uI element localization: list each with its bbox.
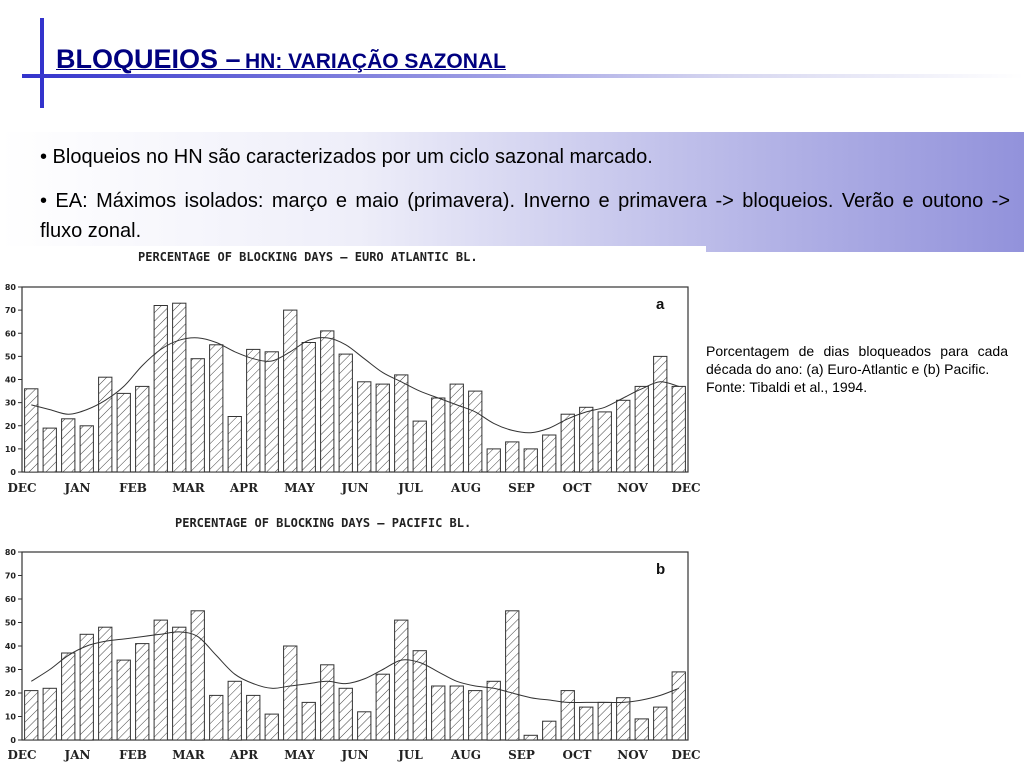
bar [62,419,75,472]
bar [117,660,130,740]
y-tick-label: 80 [4,283,16,292]
bar [432,686,445,740]
bar [487,449,500,472]
y-tick-label: 50 [4,618,16,628]
bar [635,386,648,472]
bar [302,702,315,740]
bar [598,702,611,740]
caption-text: Porcentagem de dias bloqueados para cada década do ano: (a) Euro-Atlantic e (b) Pacific. [706,343,1008,377]
chart-a [5,250,701,495]
y-tick-label: 0 [10,468,16,477]
bar [117,393,130,472]
month-label: DEC [7,748,37,762]
y-tick-label: 20 [4,689,16,698]
chart-title: PERCENTAGE OF BLOCKING DAYS – EURO ATLANTIC BL. [138,250,478,264]
month-label: APR [229,748,259,762]
bar [654,356,667,472]
bar [25,691,38,740]
bar [321,665,334,740]
bar [524,449,537,472]
bar [598,412,611,472]
bar [561,691,574,740]
y-tick-label: 80 [4,548,16,557]
bar [265,352,278,472]
bar [284,310,297,472]
month-label: JAN [64,481,91,495]
bar [617,698,630,740]
bar [247,349,260,472]
bar [43,688,56,740]
bar [580,707,593,740]
bar [154,306,167,473]
panel-letter: a [656,296,665,313]
bar [284,646,297,740]
bullet-2: • EA: Máximos isolados: março e maio (primavera). Inverno e primavera -> bloqueios. Verão e outono -> fluxo zonal. [40,190,1010,242]
bar [191,359,204,472]
bar [136,644,149,740]
bar [413,421,426,472]
bar [376,674,389,740]
slide-title-main: BLOQUEIOS – [56,44,241,74]
y-tick-label: 50 [4,352,16,362]
bar [524,735,537,740]
bar [80,634,93,740]
month-label: MAY [284,748,315,762]
bar [154,620,167,740]
bar [173,627,186,740]
chart-title: PERCENTAGE OF BLOCKING DAYS – PACIFIC BL. [175,516,472,530]
bar [265,714,278,740]
bar [228,417,241,473]
bar [543,435,556,472]
bar [339,688,352,740]
bar [339,354,352,472]
caption-source: Fonte: Tibaldi et al., 1994. [706,379,868,395]
y-tick-label: 60 [4,595,16,604]
bar [99,377,112,472]
month-label: JAN [64,748,91,762]
y-tick-label: 10 [4,712,16,722]
chart-b [5,516,701,762]
month-label: MAR [172,481,205,495]
month-label: OCT [562,748,592,762]
panel-letter: b [656,561,666,578]
bar [395,375,408,472]
bar [228,681,241,740]
bar [672,386,685,472]
month-label: DEC [671,748,701,762]
month-label: NOV [617,481,648,495]
y-tick-label: 40 [4,642,16,651]
month-label: JUN [341,748,369,762]
month-label: NOV [617,748,648,762]
month-label: DEC [671,481,701,495]
y-tick-label: 60 [4,329,16,339]
bar [321,331,334,472]
bar [25,389,38,472]
y-tick-label: 30 [4,398,16,408]
bar [506,611,519,740]
month-label: JUN [341,481,369,495]
month-label: SEP [508,748,535,762]
bar [376,384,389,472]
bar [450,686,463,740]
bar [210,695,223,740]
bar [432,398,445,472]
bar [543,721,556,740]
bar [635,719,648,740]
bar [506,442,519,472]
bar [191,611,204,740]
month-label: JUL [398,481,423,495]
bar [302,343,315,473]
bar [43,428,56,472]
y-tick-label: 0 [10,736,16,745]
bar [617,400,630,472]
month-label: APR [229,481,259,495]
bar [136,386,149,472]
bar [654,707,667,740]
month-label: DEC [7,481,37,495]
figure-caption [706,342,1008,396]
y-tick-label: 20 [4,421,16,431]
bar [80,426,93,472]
y-tick-label: 70 [4,306,16,316]
bullet-1: • Bloqueios no HN são caracterizados por um ciclo sazonal marcado. [40,146,653,168]
bar [561,414,574,472]
y-tick-label: 10 [4,444,16,454]
bar [173,303,186,472]
y-tick-label: 40 [4,375,16,385]
month-label: OCT [562,481,592,495]
bar [487,681,500,740]
bar [247,695,260,740]
bar [358,712,371,740]
month-label: MAR [172,748,205,762]
bar [469,391,482,472]
y-tick-label: 70 [4,571,16,581]
month-label: MAY [284,481,315,495]
month-label: SEP [508,481,535,495]
slide-title-sub: HN: VARIAÇÃO SAZONAL [244,50,506,73]
month-label: AUG [450,748,482,762]
bar [62,653,75,740]
bar [450,384,463,472]
bar [672,672,685,740]
month-label: AUG [450,481,482,495]
month-label: FEB [119,748,147,762]
month-label: JUL [398,748,423,762]
y-tick-label: 30 [4,665,16,675]
bar [580,407,593,472]
bar [395,620,408,740]
bar [358,382,371,472]
month-label: FEB [119,481,147,495]
bar [99,627,112,740]
bar [210,345,223,472]
bar [469,691,482,740]
